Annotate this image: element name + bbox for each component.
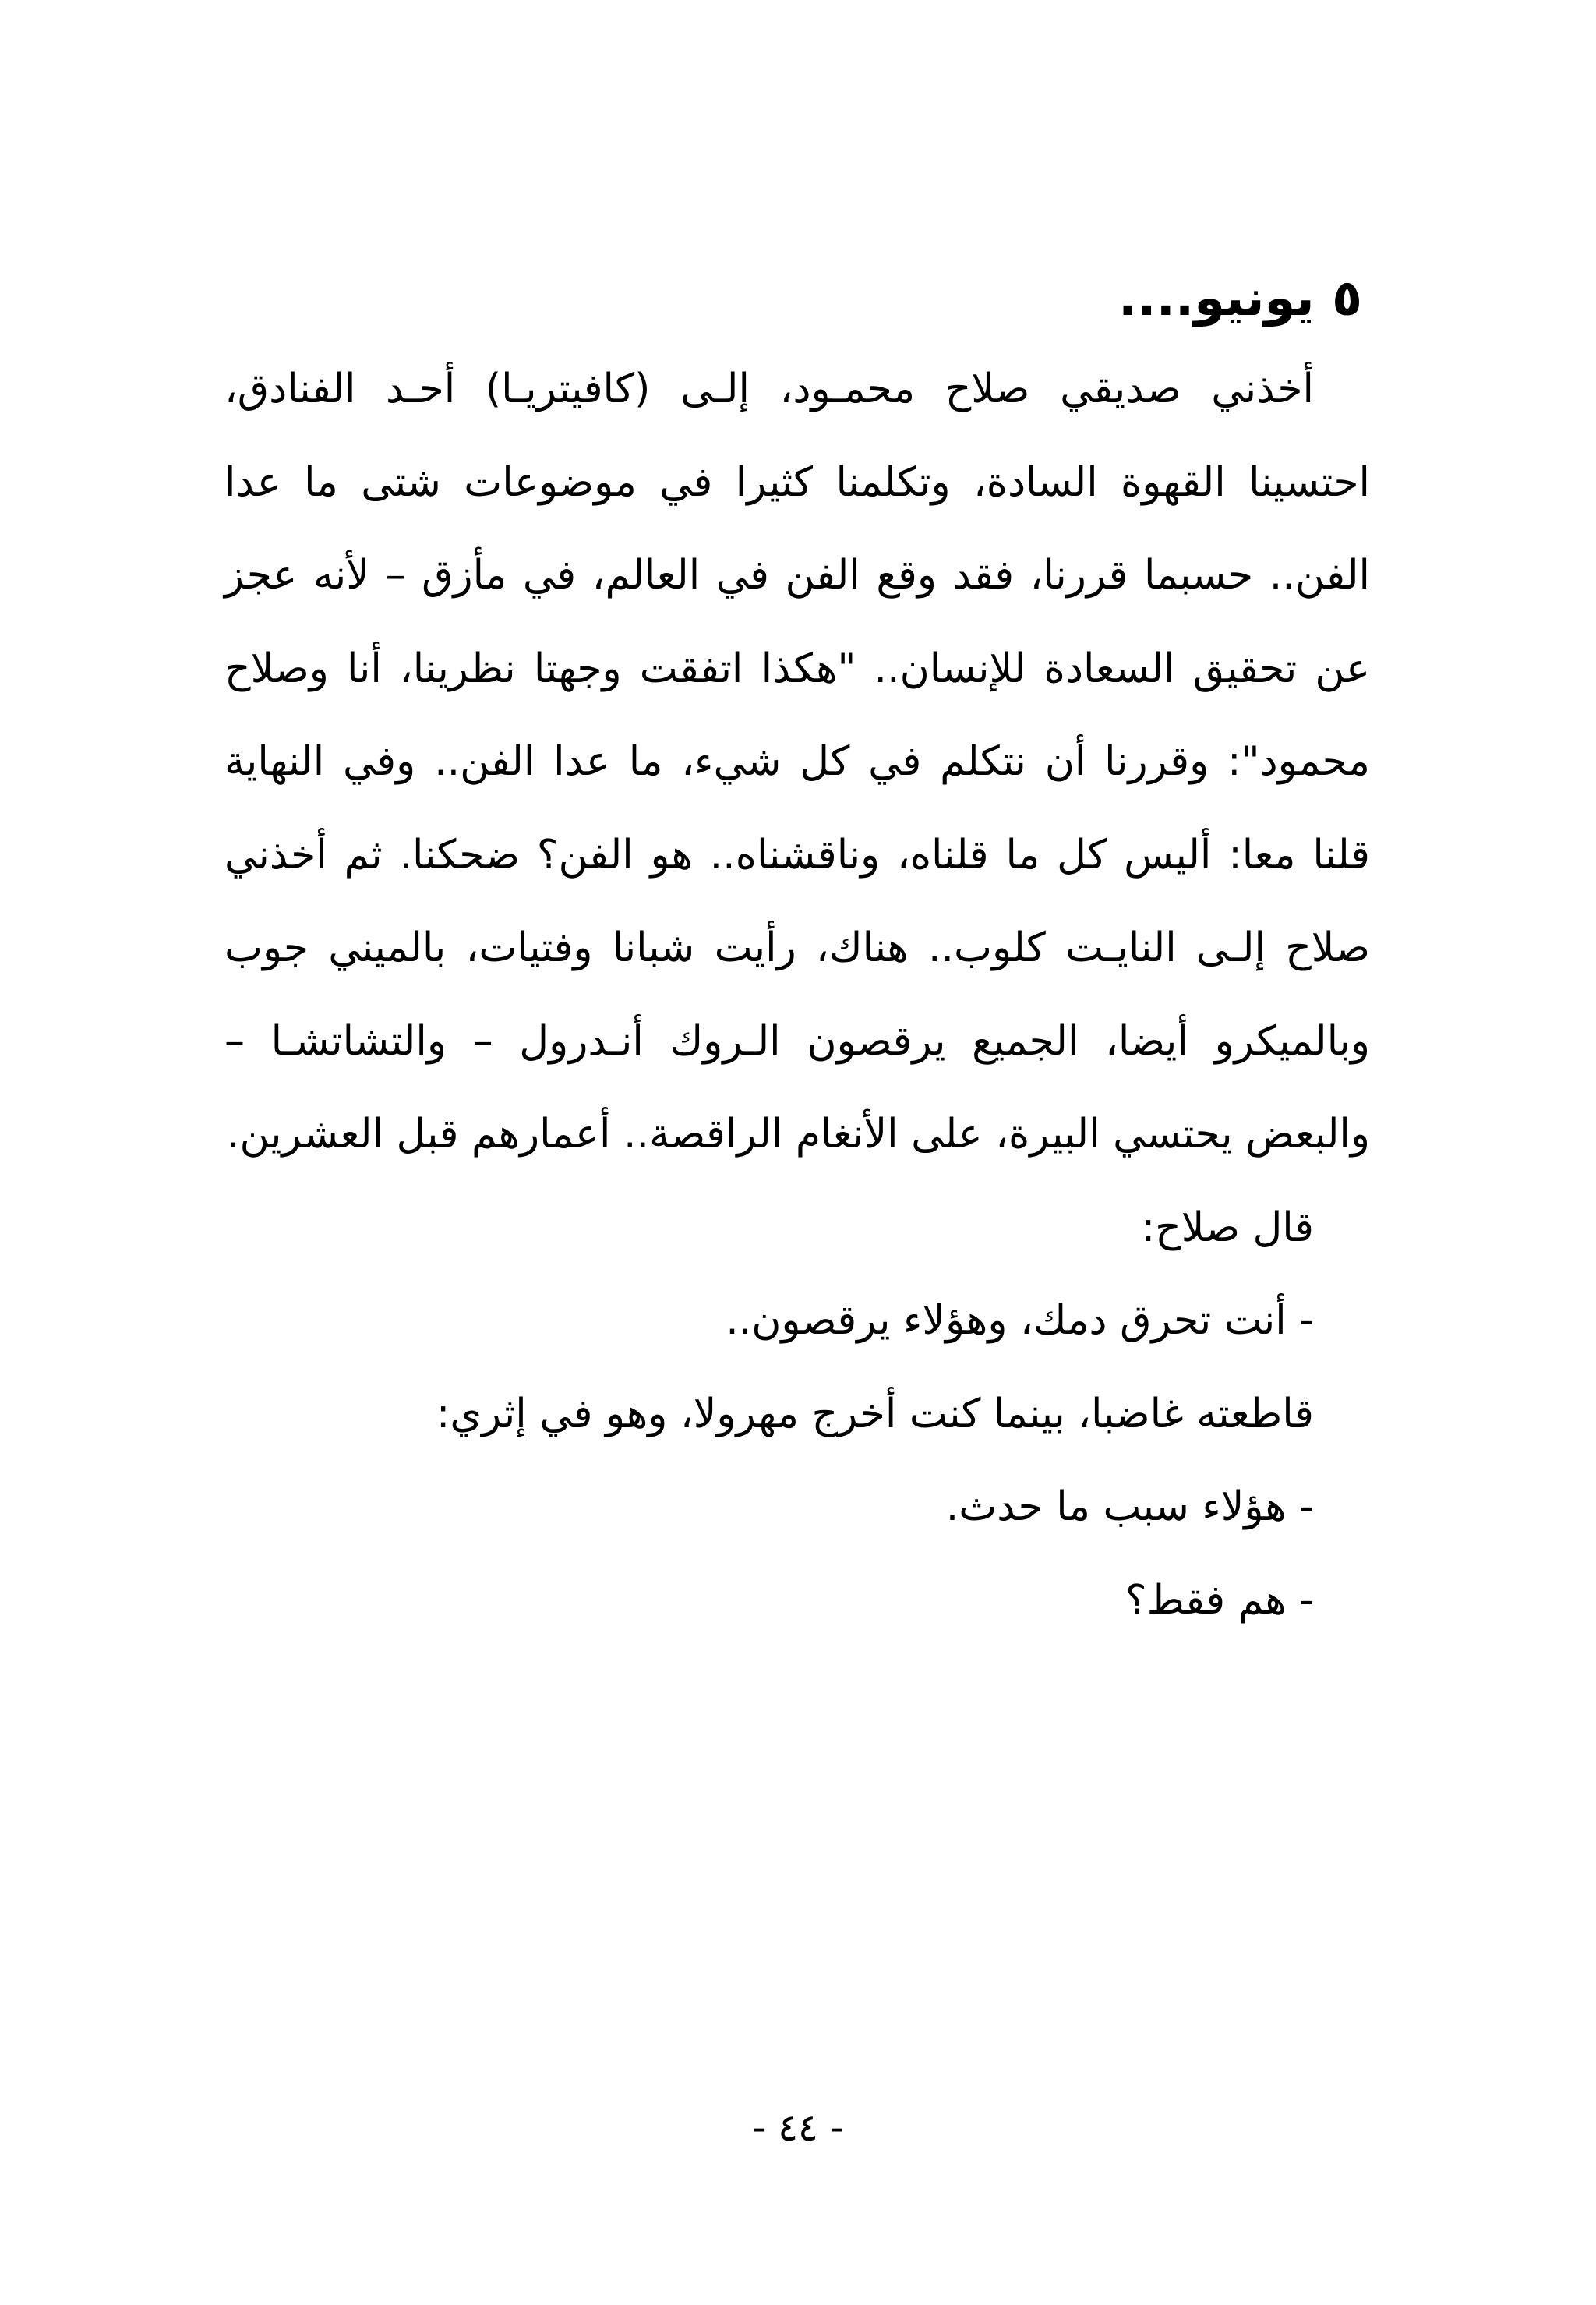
dialogue-line: - هؤلاء سبب ما حدث. [945, 1483, 1314, 1530]
chapter-heading: ٥ يونيو.... [1118, 270, 1362, 327]
dialogue-line: قاطعته غاضبا، بينما كنت أخرج مهرولا، وهو في إثري: [436, 1390, 1314, 1437]
page-number: - ٤٤ - [752, 2106, 844, 2150]
dialogue-line: - هم فقط؟ [1125, 1576, 1314, 1624]
main-paragraph: أخذني صديقي صلاح محمـود، إلـى (كافيتريـا) أحـد الفنادق، احتسينا القهوة السادة، وتكلمنا كثيرا في موضوعات شتى ما عدا الفن.. حسبما قررنا، فقد وقع الفن في العالم، في مأزق – لأنه عجز عن تحقيق السعادة للإنسان.. "هكذا اتفقت وجهتا نظرينا، أنا وصلاح محمود": وقررنا أن نتكلم في كل شيء، ما عدا الفن.. وفي النهاية قلنا معا: أليس كل ما قلناه، وناقشناه.. هو الفن؟ ضحكنا. ثم أخذني صلاح إلـى النايـت كلوب.. هناك، رأيت شبانا وفتيات، بالميني جوب وبالميكرو أيضا، الجميع يرقصون الـروك أنـدرول – والتشاتشـا – والبعض يحتسي البيرة، على الأنغام الراقصة.. أعمارهم قبل العشرين. [224, 366, 1370, 1158]
dialogue-line: - أنت تحرق دمك، وهؤلاء يرقصون.. [726, 1297, 1314, 1344]
dialogue-line: قال صلاح: [1141, 1204, 1314, 1251]
body-text [224, 343, 1370, 1647]
